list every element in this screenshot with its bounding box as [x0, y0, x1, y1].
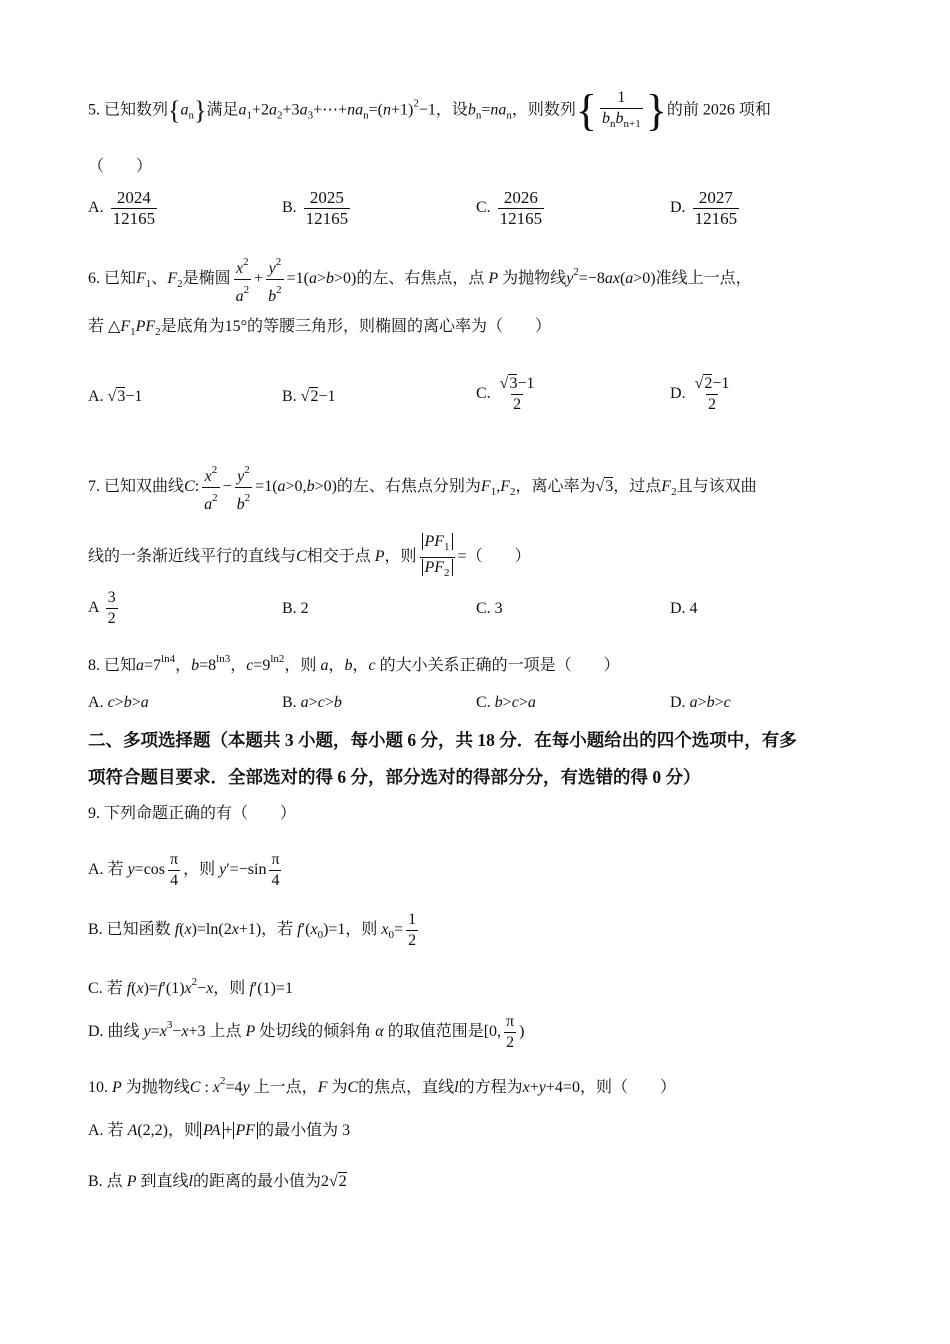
- q5-option-a: A. $\frac{2024}{12165}$: [88, 188, 156, 228]
- q8-option-a: A. c>b>a: [88, 694, 149, 711]
- q6-option-a: A. √3−1: [88, 388, 143, 405]
- section2-line2: 项符合题目要求．全部选对的得 6 分，部分选对的得部分分，有选错的得 0 分）: [88, 767, 701, 787]
- q5-option-d: D. $\frac{2027}{12165}$: [670, 188, 738, 228]
- q10-stem: 10. P 为抛物线C : $x^2=4y$ 上一点，F 为C的焦点，直线l的方程为x+y+4=0，则（ ）: [88, 1075, 676, 1096]
- q5-option-c: C. $\frac{2026}{12165}$: [476, 188, 543, 228]
- q5-paren: （ ）: [88, 158, 153, 175]
- q9-option-b: B. 已知函数 f(x)=ln(2x+1)，若 $f'(x_0)=1$，则 $x_0=$ $\frac{1}{2}$: [88, 911, 417, 949]
- q6-option-d: D. $\frac{√2-1}{2}$: [670, 375, 730, 413]
- q7-option-d: D. 4: [670, 600, 698, 617]
- q7-option-a: A $\frac{3}{2}$: [88, 589, 116, 627]
- q8-option-b: B. a>c>b: [282, 694, 342, 711]
- q6-stem: 6. 已知$F_1$、$F_2$是椭圆 $\frac{x^2}{a^2}$ + $\frac{y^2}{b^2}$ =1(a>b>0)的左、右焦点，点 P 为抛物线$y^2=-8ax(a>0)$准线上一点，: [88, 256, 752, 305]
- q6-option-c: C. $\frac{√3-1}{2}$: [476, 375, 535, 413]
- q10-option-b: B. 点 P 到直线l的距离的最小值为2√2: [88, 1173, 347, 1190]
- q9-option-a: A. 若 y=cos $\frac{\pi}{4}$ ，则 y′=−sin $\frac{\pi}{4}$: [88, 851, 280, 889]
- q7-option-b: B. 2: [282, 600, 309, 617]
- q7-stem2: 线的一条渐近线平行的直线与C相交于点 P，则 $\frac{PF_1}{PF_2}$ =（ ）: [88, 532, 864, 583]
- q10-option-a: A. 若 A(2,2)，则 PA + PF 的最小值为 3: [88, 1122, 351, 1139]
- section2-line1: 二、多项选择题（本题共 3 小题，每小题 6 分，共 18 分．在每小题给出的四个选项中，有多: [88, 730, 797, 750]
- q9-stem: 9. 下列命题正确的有（ ）: [88, 805, 297, 822]
- q8-option-c: C. b>c>a: [476, 694, 536, 711]
- q7-stem: 7. 已知双曲线C: $\frac{x^2}{a^2}$ − $\frac{y^2}{b^2}$ =1(a>0,b>0)的左、右焦点分别为$F_1,F_2$，离心率为√3，过点$F_2$且与该双曲: [88, 464, 757, 513]
- q6-stem2: 若 $\triangle F_1PF_2$是底角为15°的等腰三角形，则椭圆的离心率为（ ）: [88, 318, 552, 338]
- q8-stem: 8. 已知$a=7^{ln4}$，$b=8^{ln3}$，$c=9^{ln2}$，则 a，b，c 的大小关系正确的一项是（ ）: [88, 653, 620, 674]
- q9-option-d: D. 曲线 $y=x^3-x+3$ 上点 P 处切线的倾斜角 α 的取值范围是[0, $\frac{\pi}{2}$ ): [88, 1013, 525, 1051]
- section2-heading: [88, 722, 890, 796]
- q6-option-b: B. √2−1: [282, 388, 336, 405]
- q5-option-b: B. $\frac{2025}{12165}$: [282, 188, 349, 228]
- q8-option-d: D. a>b>c: [670, 694, 731, 711]
- q5-stem: 5. 已知数列$\{a_n\}$满足$a_1+2a_2+3a_3+\cdots+na_n=(n+1)^2-1$，设$b_n=na_n$，则数列{ $\frac{1}{b_nb_{n+1}}$ }的前 2026 项和: [88, 86, 771, 135]
- q9-option-c: C. 若 $f(x)=f'(1)x^2-x$，则 f′(1)=1: [88, 976, 293, 997]
- q7-option-c: C. 3: [476, 600, 503, 617]
